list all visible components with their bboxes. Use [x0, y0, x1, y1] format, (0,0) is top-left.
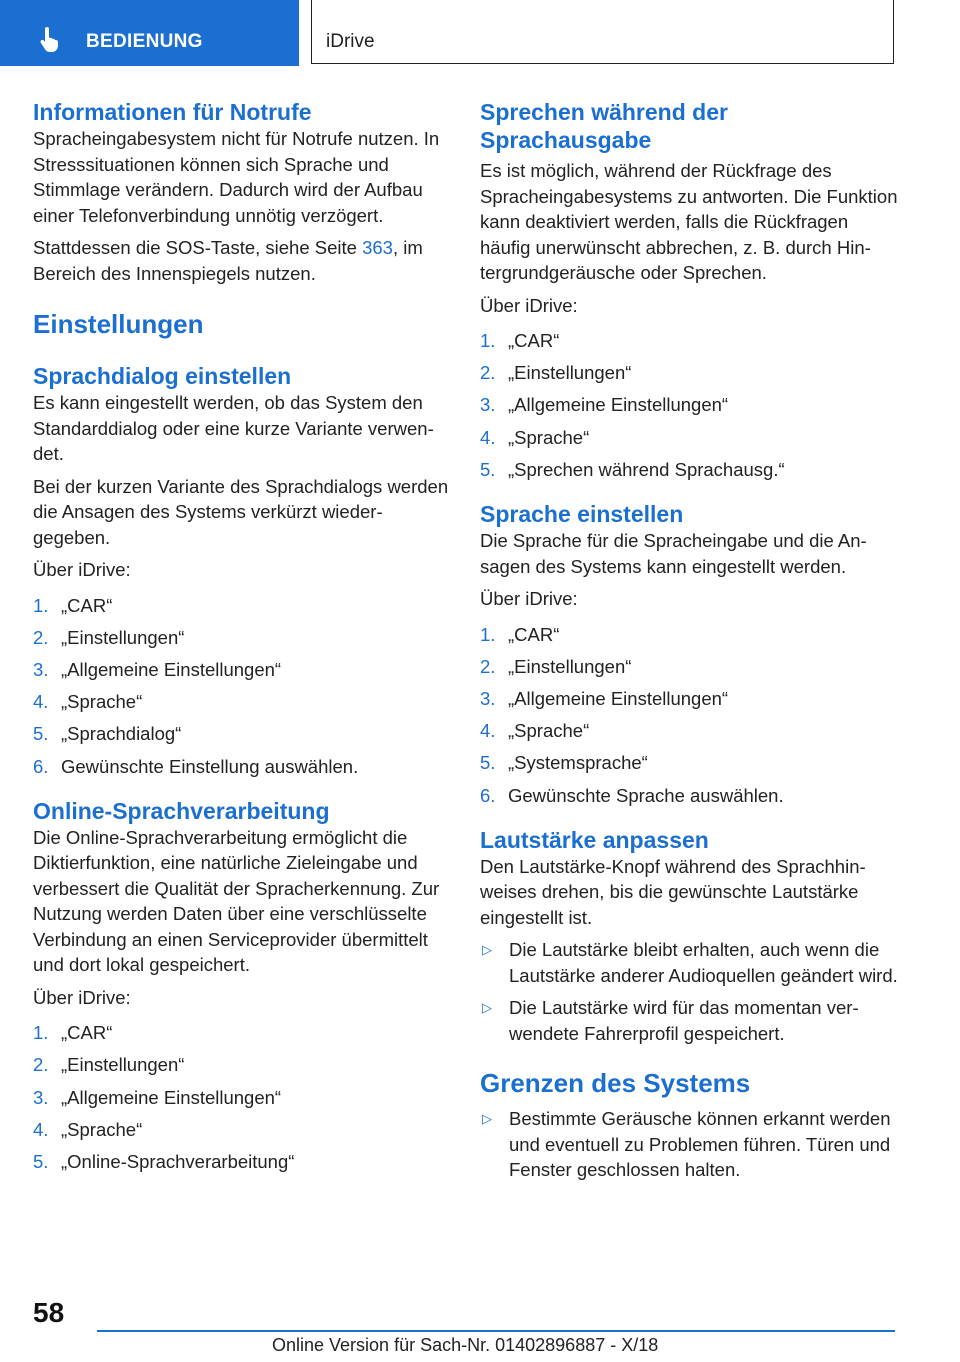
right-column [480, 98, 900, 1190]
list-item: 5. „Systemsprache“ [480, 752, 648, 774]
hand-pointer-icon [36, 27, 62, 53]
page-header [0, 0, 960, 66]
chapter-title: BEDIENUNG [86, 31, 203, 52]
paragraph-via: Über iDrive: [480, 588, 578, 610]
heading-sprache: Sprache einstellen [480, 501, 684, 528]
heading-sprachdialog: Sprachdialog einstellen [33, 363, 292, 389]
list-item: 4. „Sprache“ [480, 720, 590, 742]
paragraph-via: Über iDrive: [480, 294, 578, 316]
triangle-bullet-icon: ▷ [482, 1000, 492, 1016]
list-item: 1. „CAR“ [480, 330, 560, 351]
text: , im Bereich des Innenspiegels nutzen. [33, 237, 423, 284]
paragraph: Spracheingabesystem nicht für Notrufe nutzen. In Stresssituationen können sich Sprache und Stimmlage verändern. Dadurch wird der Aufbau einer Telefonverbindung unnötig verzögert. [33, 128, 440, 226]
heading-einstellungen: Einstellungen [33, 309, 204, 339]
list-item: 4. „Sprache“ [33, 691, 143, 713]
text: Stattdessen die SOS-Taste, siehe Seite [33, 237, 363, 258]
list-item: 5. „Sprachdialog“ [33, 723, 182, 745]
list-item: 3. „Allgemeine Einstellungen“ [480, 687, 729, 709]
triangle-bullet-icon: ▷ [482, 942, 492, 958]
section-title: iDrive [326, 31, 375, 52]
paragraph: Es kann eingestellt werden, ob das System den Standarddialog oder eine kurze Variante verwendet. [33, 392, 434, 464]
list-item: 3. „Allgemeine Einstellungen“ [33, 1086, 282, 1108]
paragraph: Die Sprache für die Spracheingabe und die Ansagen des Systems kann eingestellt werden. [480, 530, 867, 577]
page-number: 58 [33, 1297, 65, 1328]
list-item: ▷ Bestimmte Geräusche können erkannt werden und eventuell zu Problemen führen. Türen und Fenster geschlossen halten. [482, 1108, 891, 1181]
list-item: 3. „Allgemeine Einstellungen“ [480, 394, 729, 416]
triangle-bullet-icon: ▷ [482, 1111, 492, 1127]
list-item: 5. „Online-Sprachverarbeitung“ [33, 1151, 295, 1173]
list-item: 1. „CAR“ [480, 623, 560, 645]
list-item: 2. „Einstellungen“ [33, 1054, 185, 1076]
left-column [33, 98, 453, 1178]
list-item: 6. Gewünschte Einstellung auswählen. [33, 755, 359, 777]
list-item: 6. Gewünschte Sprache auswählen. [480, 784, 784, 806]
steps-list [480, 619, 900, 812]
paragraph: Bei der kurzen Variante des Sprachdialogs werden die Ansagen des Systems verkürzt wiedergegeben. [33, 475, 449, 548]
section-box [311, 0, 894, 64]
steps-list [480, 325, 900, 486]
paragraph-via: Über iDrive: [33, 986, 131, 1008]
paragraph: Die Online-Sprachverarbeitung ermöglicht die Diktierfunktion, eine natürliche Zieleingabe und verbessert die Qualität der Spracherkennung. Zur Nutzung werden Daten über eine verschlüsselte Verbindung an einen Serviceprovider übermittelt und dort lokal gespeichert. [33, 826, 440, 976]
list-item: 2. „Einstellungen“ [480, 655, 632, 677]
chapter-tab [0, 0, 299, 66]
heading-sprechen: Sprechen während der Sprachausgabe [480, 99, 728, 153]
bullet-list [480, 937, 900, 1046]
heading-online: Online-Sprachverarbeitung [33, 797, 330, 824]
list-item: 4. „Sprache“ [480, 426, 590, 448]
paragraph-sos [33, 235, 453, 286]
list-item: 1. „CAR“ [33, 1022, 113, 1044]
heading-lautstaerke: Lautstärke anpassen [480, 826, 709, 853]
list-item: 3. „Allgemeine Einstellungen“ [33, 658, 282, 680]
paragraph-via: Über iDrive: [33, 559, 131, 580]
list-item: ▷ Die Lautstärke wird für das momentan verwendete Fahrerprofil gespeichert. [482, 997, 859, 1044]
list-item: 5. „Sprechen während Sprachausg.“ [480, 458, 785, 480]
bullet-list [480, 1106, 900, 1183]
list-item: 4. „Sprache“ [33, 1118, 143, 1140]
footer-divider [97, 1330, 895, 1332]
steps-list [33, 590, 453, 783]
heading-grenzen: Grenzen des Systems [480, 1068, 751, 1099]
list-item: ▷ Die Lautstärke bleibt erhalten, auch wenn die Lautstärke anderer Audioquellen geändert wird. [482, 939, 898, 986]
footer-text: Online Version für Sach-Nr. 01402896887 - X/18 [272, 1335, 659, 1355]
list-item: 2. „Einstellungen“ [33, 626, 185, 648]
steps-list [33, 1017, 453, 1178]
paragraph: Den Lautstärke-Knopf während des Sprachhinweises drehen, bis die gewünschte Lautstärke eingestellt ist. [480, 855, 866, 928]
page-link[interactable]: 363 [362, 237, 393, 258]
heading-notrufe: Informationen für Notrufe [33, 99, 312, 125]
paragraph: Es ist möglich, während der Rückfrage des Spracheingabesystems zu antworten. Die Funktion kann deaktiviert werden, falls die Rückfragen häufig unerwünscht abbrechen, z. B. durch Hintergrundgeräusche oder Sprechen. [480, 160, 898, 283]
list-item: 1. „CAR“ [33, 594, 113, 616]
list-item: 2. „Einstellungen“ [480, 362, 632, 384]
